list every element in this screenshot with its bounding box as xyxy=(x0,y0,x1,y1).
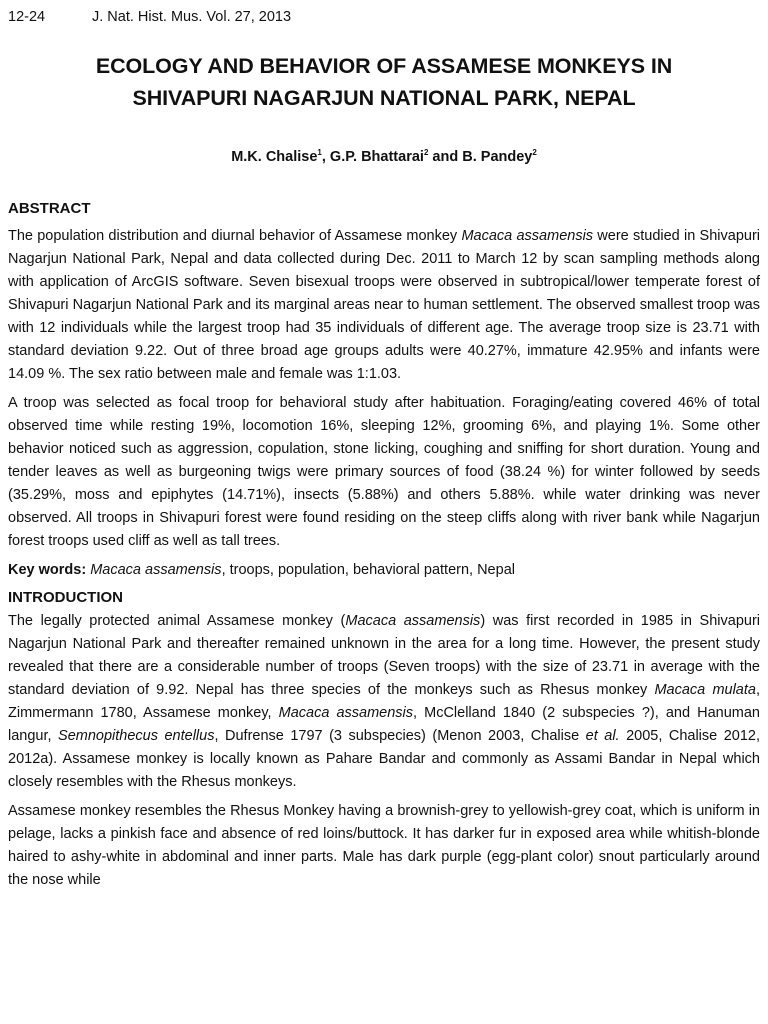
title-line-2: SHIVAPURI NAGARJUN NATIONAL PARK, NEPAL xyxy=(132,86,636,110)
text-run: ) was first recorded in 1985 in Shivapuri Nagarjun National Park and thereafter remained unknown in the area for a long time. However, the present study revealed that there are a considerable number of troops (Seven troops) with the size of 23.71 in average with the standard deviation of 9.92. Nepal has three species of the monkeys such as Rhesus monkey xyxy=(8,612,760,698)
species-name: Macaca assamensis xyxy=(278,704,414,721)
species-name: Macaca assamensis xyxy=(461,227,594,244)
text-run: , McClelland 1840 (2 subspecies ?), and Hanuman langur, xyxy=(8,704,760,744)
species-name: Macaca assamensis xyxy=(90,561,222,578)
author-separator: , xyxy=(321,148,330,165)
species-name: Macaca mulata xyxy=(654,681,756,698)
author-1-affiliation: 1 xyxy=(317,148,322,157)
author-separator: and xyxy=(428,148,463,165)
introduction-paragraph-1 xyxy=(8,610,760,794)
text-run: , Dufrense 1797 (3 subspecies) (Menon 2003, Chalise xyxy=(214,727,586,744)
author-3-affiliation: 2 xyxy=(532,148,537,157)
journal-citation: J. Nat. Hist. Mus. Vol. 27, 2013 xyxy=(92,9,292,25)
abstract-heading: ABSTRACT xyxy=(8,199,91,217)
author-1: M.K. Chalise xyxy=(231,148,318,165)
text-run: The legally protected animal Assamese monkey ( xyxy=(8,612,346,629)
page-range: 12-24 xyxy=(8,9,46,25)
abstract-paragraph-2: A troop was selected as focal troop for behavioral study after habituation. Foraging/eating covered 46% of total observed time while resting 19%, locomotion 16%, sleeping 12%, grooming 6%, and playing 1%. Some other behavior noticed such as aggression, copulation, stone licking, coughing and sniffing for short duration. Young and tender leaves as well as burgeoning twigs were primary sources of food (38.24 %) for winter followed by seeds (35.29%, moss and epiphytes (14.71%), insects (5.88%) and others 5.88%. while water drinking was never observed. All troops in Shivapuri forest were found residing on the steep cliffs along with river bank while Nagarjun forest troops used cliff as well as tall trees. xyxy=(8,394,760,549)
article-title xyxy=(8,50,760,114)
text-run: 2005, Chalise 2012, 2012a). Assamese monkey is locally known as Pahare Bandar and commonly as Assami Bandar in Nepal which closely resembles with the Rhesus monkeys. xyxy=(8,727,761,790)
keywords-label: Key words: xyxy=(8,561,87,578)
species-name: Macaca assamensis xyxy=(345,612,481,629)
abstract-paragraph-1 xyxy=(8,225,760,386)
author-2-affiliation: 2 xyxy=(423,148,429,157)
title-line-1: ECOLOGY AND BEHAVIOR OF ASSAMESE MONKEYS IN xyxy=(95,54,673,78)
introduction-paragraph-2: Assamese monkey resembles the Rhesus Monkey having a brownish-grey to yellowish-grey coat, which is uniform in pelage, lacks a pinkish face and absence of red loins/buttock. It has darker fur in exposed area while whitish-blonde haired to ashy-white in abdominal and inner parts. Male has dark purple (egg-plant color) snout particularly around the nose while xyxy=(8,802,760,888)
species-name: Semnopithecus entellus xyxy=(58,727,215,744)
citation-et-al: et al. xyxy=(585,727,620,744)
author-2: G.P. Bhattarai xyxy=(329,148,424,165)
text-run: were studied in Shivapuri Nagarjun National Park, Nepal and data collected during Dec. 2011 to March 12 by scan sampling methods along with application of ArcGIS software. Seven bisexual troops were observed in subtropical/lower temperate forest of Shivapuri Nagarjun National Park and its marginal areas near to human settlement. The observed smallest troop was with 12 individuals while the largest troop had 35 individuals of different age. The average troop size is 23.71 with standard deviation 9.22. Out of three broad age groups adults were 40.27%, immature 42.95% and infants were 14.09 %. The sex ratio between male and female was 1:1.03. xyxy=(8,227,760,382)
keywords xyxy=(8,559,760,582)
introduction-heading: INTRODUCTION xyxy=(8,588,123,606)
author-3: B. Pandey xyxy=(462,148,533,165)
keywords-list: , troops, population, behavioral pattern, Nepal xyxy=(221,561,515,578)
text-run: The population distribution and diurnal behavior of Assamese monkey xyxy=(8,227,462,244)
author-list xyxy=(8,144,760,166)
running-head xyxy=(8,8,760,26)
text-run: , Zimmermann 1780, Assamese monkey, xyxy=(8,681,760,721)
